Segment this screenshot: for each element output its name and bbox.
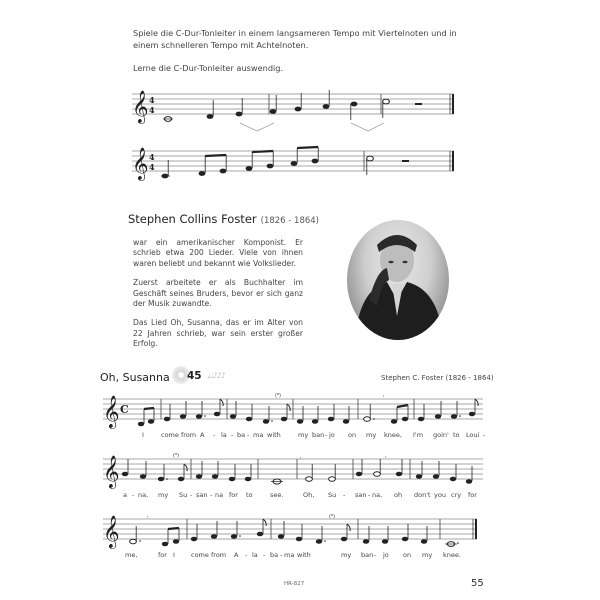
svg-text:to: to (453, 431, 460, 439)
svg-text:-: - (245, 551, 248, 559)
svg-text:𝄞: 𝄞 (103, 395, 120, 428)
scale-staff-quarter-notes (132, 88, 457, 138)
svg-text:my: my (158, 491, 169, 499)
svg-text:my: my (298, 431, 309, 439)
svg-text:la: la (221, 431, 227, 439)
song-title: Oh, Susanna (100, 371, 170, 384)
svg-text:jo: jo (329, 431, 335, 439)
tempo-notes-icon: ♩♩♪♪♪ (207, 371, 225, 380)
page-number: 55 (471, 578, 484, 589)
svg-text:ban: ban (312, 431, 325, 439)
svg-text:-: - (247, 431, 250, 439)
svg-text:goin': goin' (433, 431, 449, 439)
svg-text:see.: see. (270, 491, 284, 499)
svg-text:𝄞: 𝄞 (103, 515, 120, 548)
svg-text:-: - (190, 491, 193, 499)
svg-text:(⁹): (⁹) (173, 453, 179, 459)
svg-text:-: - (280, 551, 283, 559)
svg-text:-: - (231, 431, 234, 439)
song-staff-line-1 (103, 393, 486, 445)
svg-text:Su: Su (179, 491, 188, 499)
svg-text:don't: don't (414, 491, 431, 499)
svg-text:C: C (120, 403, 129, 416)
svg-text:oh: oh (394, 491, 403, 499)
bio-paragraph-2: Zuerst arbeitete er als Buchhalter im Geschäft seines Bruders, bevor er sich ganz der Musik zuwandte. (133, 278, 303, 309)
svg-text:Su: Su (328, 491, 337, 499)
svg-text:na,: na, (372, 491, 383, 499)
svg-text:na: na (215, 491, 224, 499)
svg-text:-: - (343, 491, 346, 499)
publication-code: HR-827 (284, 581, 305, 587)
bio-paragraph-3: Das Lied Oh, Susanna, das er im Alter von 22 Jahren schrieb, war sein erster großer Erfolg. (133, 318, 303, 349)
svg-text:4: 4 (149, 152, 155, 162)
svg-text:4: 4 (149, 162, 155, 172)
svg-text:to: to (246, 491, 253, 499)
svg-text:you: you (434, 491, 446, 499)
composer-years: (1826 - 1864) (260, 216, 319, 226)
bio-heading (128, 212, 319, 226)
svg-text:from: from (211, 551, 227, 559)
svg-text:with: with (297, 551, 311, 559)
svg-text:come: come (191, 551, 209, 559)
svg-text:cry: cry (451, 491, 462, 499)
svg-text:𝄾: 𝄾 (300, 456, 302, 462)
svg-text:ma: ma (284, 551, 295, 559)
svg-text:knee,: knee, (384, 431, 402, 439)
portrait-figure-icon (347, 220, 449, 340)
svg-text:on: on (403, 551, 412, 559)
cd-track-number: 45 (187, 370, 202, 382)
song-staff-line-3 (103, 515, 483, 565)
treble-clef-icon: 𝄞 (132, 90, 149, 123)
svg-text:(⁹): (⁹) (329, 514, 335, 520)
svg-text:Loui: Loui (466, 431, 480, 439)
svg-text:-: - (210, 491, 213, 499)
bio-text (133, 238, 303, 359)
svg-text:-: - (374, 551, 377, 559)
svg-text:4: 4 (149, 95, 155, 105)
lyrics-line-3 (125, 551, 461, 559)
svg-text:with: with (267, 431, 281, 439)
lyrics-line-1 (142, 431, 486, 439)
svg-text:-: - (325, 431, 328, 439)
svg-text:ma: ma (253, 431, 264, 439)
svg-text:my: my (366, 431, 377, 439)
svg-text:my: my (422, 551, 433, 559)
svg-text:-: - (368, 491, 371, 499)
svg-text:A: A (200, 431, 205, 439)
svg-text:na,: na, (138, 491, 149, 499)
svg-text:come from: come from (161, 431, 197, 439)
svg-text:4: 4 (149, 105, 155, 115)
svg-text:ban: ban (361, 551, 374, 559)
svg-text:Oh,: Oh, (303, 491, 315, 499)
svg-text:A: A (234, 551, 239, 559)
svg-text:-: - (213, 431, 216, 439)
svg-text:I: I (173, 551, 175, 559)
svg-text:a: a (123, 491, 127, 499)
treble-clef-icon: 𝄞 (132, 147, 149, 180)
svg-text:𝄾: 𝄾 (147, 515, 149, 521)
svg-text:I'm: I'm (413, 431, 424, 439)
svg-text:san: san (355, 491, 367, 499)
song-staff-line-2 (103, 455, 483, 505)
svg-text:(⁹): (⁹) (275, 393, 281, 399)
intro-text (133, 28, 463, 87)
svg-text:san: san (196, 491, 208, 499)
svg-text:-: - (483, 431, 486, 439)
svg-text:knee.: knee. (443, 551, 461, 559)
svg-text:ba: ba (237, 431, 246, 439)
svg-text:-: - (263, 551, 266, 559)
svg-text:𝄾: 𝄾 (385, 455, 387, 461)
song-credit: Stephen C. Foster (1826 - 1864) (381, 374, 494, 382)
intro-paragraph-1: Spiele die C-Dur-Tonleiter in einem langsameren Tempo mit Viertelnoten und in einem schnelleren Tempo mit Achtelnoten. (133, 28, 457, 50)
lyrics-line-2 (123, 491, 477, 499)
svg-text:for: for (468, 491, 477, 499)
composer-name: Stephen Collins Foster (128, 212, 257, 226)
svg-text:𝄾: 𝄾 (383, 394, 385, 400)
svg-text:𝄞: 𝄞 (103, 455, 120, 488)
svg-text:jo: jo (383, 551, 389, 559)
svg-text:on: on (348, 431, 357, 439)
composer-portrait (347, 220, 449, 340)
intro-paragraph-2: Lerne die C-Dur-Tonleiter auswendig. (133, 63, 284, 73)
svg-text:I: I (142, 431, 144, 439)
svg-text:-: - (132, 491, 135, 499)
scale-staff-eighth-notes (132, 145, 457, 185)
svg-text:me,: me, (125, 551, 138, 559)
svg-text:my: my (341, 551, 352, 559)
svg-text:for: for (229, 491, 238, 499)
svg-text:la: la (252, 551, 258, 559)
bio-paragraph-1: war ein amerikanischer Komponist. Er schrieb etwa 200 Lieder. Viele von ihnen waren beliebt und bekannt wie Volkslieder. (133, 238, 303, 268)
svg-text:ba: ba (270, 551, 279, 559)
svg-text:for: for (158, 551, 167, 559)
